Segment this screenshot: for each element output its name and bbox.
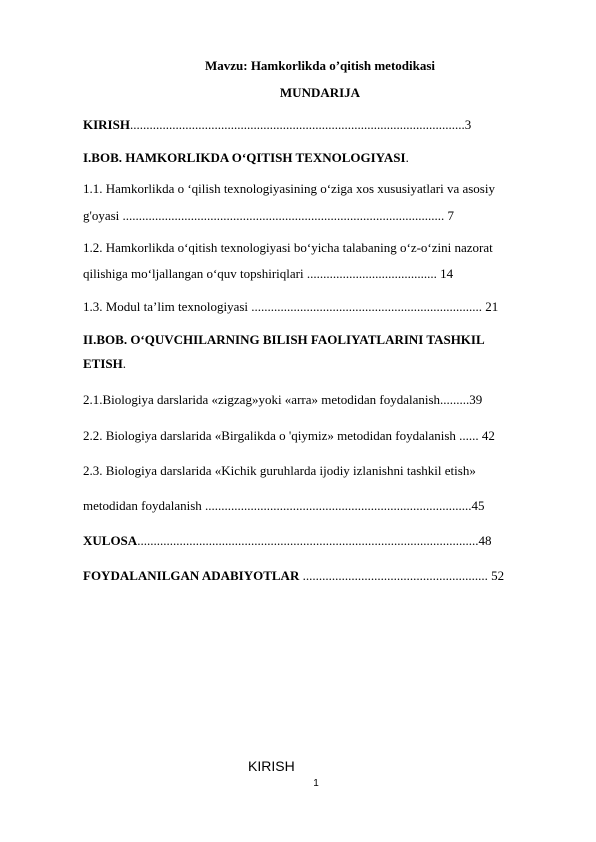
toc-entry-title: KIRISH	[83, 117, 130, 132]
toc-entry-kirish	[83, 117, 471, 133]
toc-entry-2-2: 2.2. Biologiya darslarida «Birgalikda o 'qiymiz» metodidan foydalanish ...... 42	[83, 428, 495, 443]
toc-entry-chapter-1	[83, 150, 409, 166]
toc-entry-chapter-2-line-1: II.BOB. O‘QUVCHILARNING BILISH FAOLIYATLARINI TASHKIL	[83, 332, 485, 347]
toc-entry-1-2-line-1: 1.2. Hamkorlikda o‘qitish texnologiyasi bo‘yicha talabaning o‘z-o‘zini nazorat	[83, 240, 493, 255]
toc-heading: MUNDARIJA	[279, 85, 361, 100]
toc-entry-leader: .	[405, 150, 409, 165]
toc-entry-2-3-line-1: 2.3. Biologiya darslarida «Kichik guruhlarda ijodiy izlanishni tashkil etish»	[83, 463, 476, 478]
toc-entry-1-2-line-2: qilishiga mo‘ljallangan o‘quv topshiriqlari ........................................ 14	[83, 266, 454, 281]
toc-entry-2-1: 2.1.Biologiya darslarida «zigzag»yoki «arra» metodidan foydalanish.........39	[83, 392, 483, 407]
page-number: 1	[313, 778, 319, 789]
toc-entry-2-3-line-2: metodidan foydalanish ..................................................................................45	[83, 498, 485, 513]
toc-entry-1-1-line-2: g'oyasi ................................................................................................... 7	[83, 208, 455, 223]
next-section-heading: KIRISH	[248, 758, 295, 774]
document-title: Mavzu: Hamkorlikda o’qitish metodikasi	[204, 58, 436, 73]
toc-entry-title: FOYDALANILGAN ADABIYOTLAR	[83, 568, 300, 583]
toc-entry-title: XULOSA	[83, 533, 138, 548]
toc-entry-leader: ......................................................... 52	[299, 568, 505, 583]
toc-entry-title: ETISH	[83, 356, 123, 371]
toc-entry-adabiyotlar	[83, 568, 504, 584]
toc-entry-1-1-line-1: 1.1. Hamkorlikda o ‘qilish texnologiyasining o‘ziga xos xususiyatlari va asosiy	[83, 181, 495, 196]
toc-entry-title: I.BOB. HAMKORLIKDA O‘QITISH TEXNOLOGIYASI	[83, 150, 406, 165]
toc-entry-leader: .......................................................................................................3	[129, 117, 472, 132]
toc-entry-1-3: 1.3. Modul ta’lim texnologiyasi ....................................................................... 21	[83, 299, 499, 314]
toc-entry-leader: .........................................................................................................48	[137, 533, 492, 548]
toc-entry-xulosa	[83, 533, 491, 549]
toc-entry-leader: .	[122, 356, 126, 371]
toc-entry-chapter-2-line-2	[83, 356, 126, 372]
